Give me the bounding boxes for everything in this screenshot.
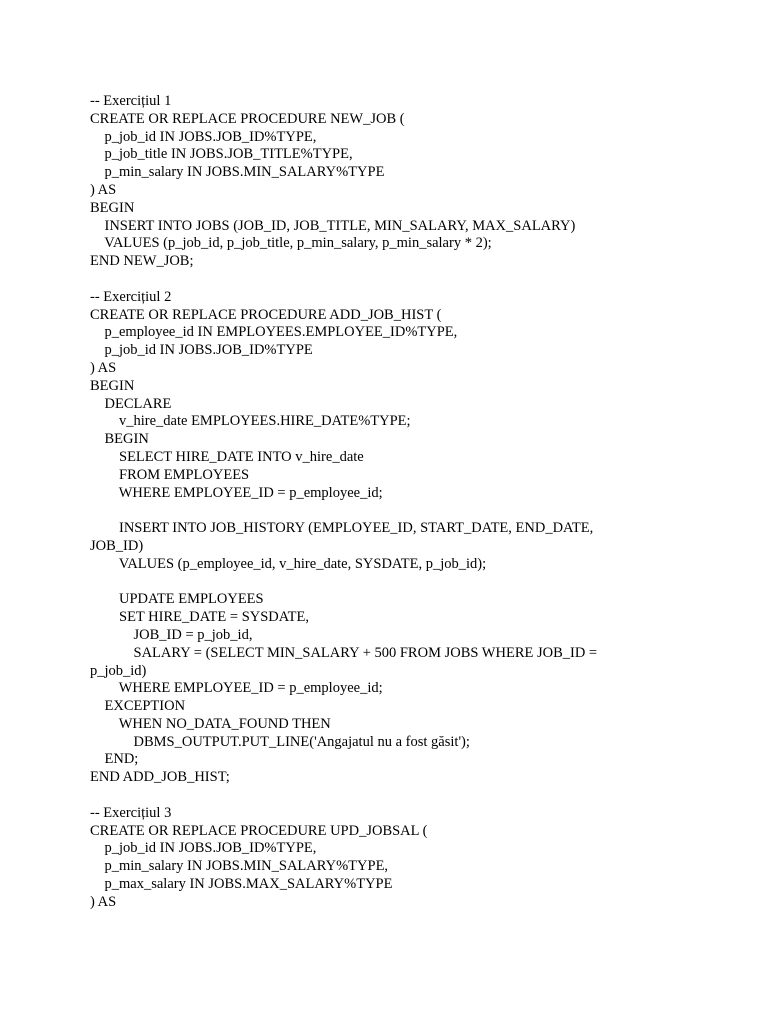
text-line: p_job_title IN JOBS.JOB_TITLE%TYPE, — [90, 146, 353, 163]
text-line: p_job_id IN JOBS.JOB_ID%TYPE, — [90, 840, 317, 857]
text-line: CREATE OR REPLACE PROCEDURE ADD_JOB_HIST ( — [90, 306, 442, 323]
text-line: JOB_ID) — [90, 537, 144, 554]
text-line: -- Exercițiul 1 — [90, 93, 172, 109]
text-line: CREATE OR REPLACE PROCEDURE UPD_JOBSAL ( — [90, 822, 428, 839]
text-line: UPDATE EMPLOYEES — [90, 591, 264, 608]
text-line: SELECT HIRE_DATE INTO v_hire_date — [90, 448, 364, 465]
text-line: BEGIN — [90, 431, 149, 448]
text-line: SALARY = (SELECT MIN_SALARY + 500 FROM JOBS WHERE JOB_ID = — [90, 644, 598, 661]
text-line: p_min_salary IN JOBS.MIN_SALARY%TYPE — [90, 164, 385, 181]
text-line: -- Exercițiul 2 — [90, 288, 172, 305]
text-line: WHERE EMPLOYEE_ID = p_employee_id; — [90, 680, 383, 697]
text-line: p_employee_id IN EMPLOYEES.EMPLOYEE_ID%TYPE, — [90, 324, 458, 341]
document-page — [90, 93, 630, 912]
text-line: WHERE EMPLOYEE_ID = p_employee_id; — [90, 484, 383, 501]
text-line: INSERT INTO JOBS (JOB_ID, JOB_TITLE, MIN_SALARY, MAX_SALARY) — [90, 217, 576, 234]
text-line: BEGIN — [90, 199, 135, 216]
blank-line — [90, 502, 630, 520]
text-line: EXCEPTION — [90, 698, 186, 715]
text-line: SET HIRE_DATE = SYSDATE, — [90, 609, 309, 626]
text-line: BEGIN — [90, 377, 135, 394]
text-line: VALUES (p_job_id, p_job_title, p_min_salary, p_min_salary * 2); — [90, 235, 492, 252]
text-line: VALUES (p_employee_id, v_hire_date, SYSDATE, p_job_id); — [90, 555, 487, 572]
text-line: DECLARE — [90, 395, 172, 412]
text-line: v_hire_date EMPLOYEES.HIRE_DATE%TYPE; — [90, 413, 411, 430]
text-line: INSERT INTO JOB_HISTORY (EMPLOYEE_ID, START_DATE, END_DATE, — [90, 520, 594, 537]
text-line: p_job_id IN JOBS.JOB_ID%TYPE — [90, 342, 313, 359]
text-line: FROM EMPLOYEES — [90, 466, 250, 483]
text-line: DBMS_OUTPUT.PUT_LINE('Angajatul nu a fost găsit'); — [90, 733, 470, 750]
text-line: p_min_salary IN JOBS.MIN_SALARY%TYPE, — [90, 858, 389, 875]
text-line: ) AS — [90, 893, 117, 910]
blank-line — [90, 574, 630, 592]
text-line: -- Exercițiul 3 — [90, 804, 172, 821]
text-line: END NEW_JOB; — [90, 253, 194, 270]
text-line: JOB_ID = p_job_id, — [90, 626, 253, 643]
text-line: p_job_id IN JOBS.JOB_ID%TYPE, — [90, 128, 317, 145]
text-line: WHEN NO_DATA_FOUND THEN — [90, 715, 331, 732]
text-line: ) AS — [90, 359, 117, 376]
text-line: END ADD_JOB_HIST; — [90, 769, 230, 786]
text-line: p_job_id) — [90, 662, 147, 679]
text-line: ) AS — [90, 181, 117, 198]
text-line: CREATE OR REPLACE PROCEDURE NEW_JOB ( — [90, 110, 405, 127]
text-line: END; — [90, 751, 139, 768]
blank-line — [90, 787, 630, 805]
blank-line — [90, 271, 630, 289]
text-line: p_max_salary IN JOBS.MAX_SALARY%TYPE — [90, 876, 393, 893]
